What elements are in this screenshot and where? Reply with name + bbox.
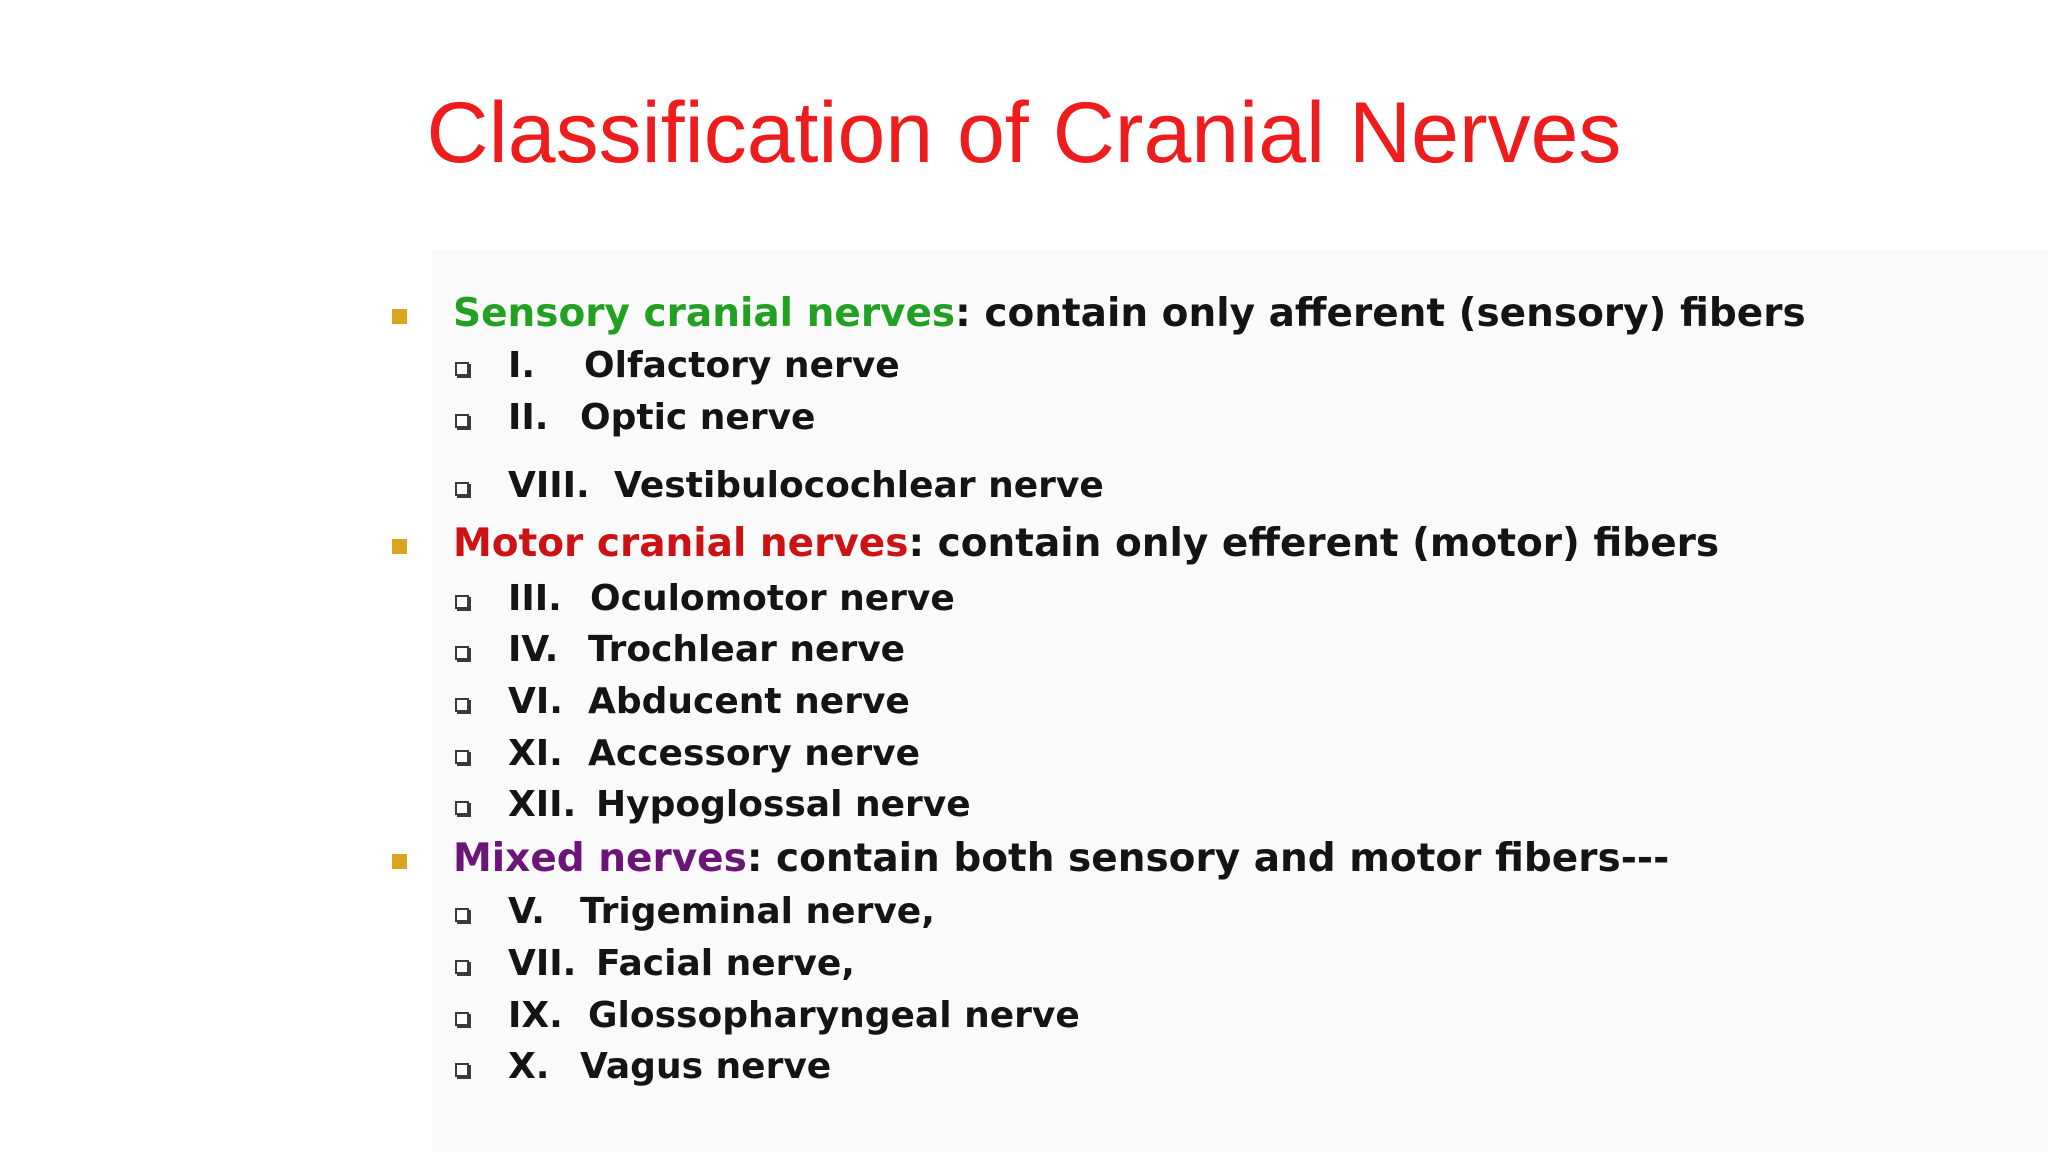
section-description: : contain both sensory and motor fibers--- [746, 836, 1670, 881]
nerve-numeral: III. [508, 578, 562, 619]
nerve-numeral: IX. [508, 995, 563, 1036]
hollow-square-bullet-icon [455, 908, 469, 922]
nerve-name: Olfactory nerve [584, 345, 900, 386]
nerve-numeral: XII. [508, 784, 577, 825]
hollow-square-bullet-icon [455, 1063, 469, 1077]
section-keyword: Sensory cranial nerves [453, 291, 956, 336]
nerve-name: Trochlear nerve [588, 629, 906, 670]
section-heading [453, 290, 1806, 338]
nerve-name: Hypoglossal nerve [596, 784, 971, 825]
nerve-numeral: VI. [508, 681, 563, 722]
nerve-numeral: VIII. [508, 465, 590, 506]
hollow-square-bullet-icon [455, 595, 469, 609]
hollow-square-bullet-icon [455, 482, 469, 496]
nerve-numeral: X. [508, 1046, 550, 1087]
square-bullet-icon [392, 854, 407, 869]
nerve-numeral: VII. [508, 943, 577, 984]
hollow-square-bullet-icon [455, 801, 469, 815]
slide-title: Classification of Cranial Nerves [426, 85, 1622, 181]
nerve-numeral: V. [508, 891, 545, 932]
nerve-name: Vestibulocochlear nerve [614, 465, 1104, 506]
section-description: : contain only afferent (sensory) fibers [955, 291, 1806, 336]
section-heading [453, 520, 1719, 568]
nerve-name: Vagus nerve [580, 1046, 832, 1087]
hollow-square-bullet-icon [455, 698, 469, 712]
nerve-numeral: I. [508, 345, 536, 386]
hollow-square-bullet-icon [455, 646, 469, 660]
hollow-square-bullet-icon [455, 362, 469, 376]
hollow-square-bullet-icon [455, 750, 469, 764]
section-description: : contain only efferent (motor) fibers [908, 521, 1720, 566]
section-keyword: Motor cranial nerves [453, 521, 909, 566]
hollow-square-bullet-icon [455, 1012, 469, 1026]
square-bullet-icon [392, 539, 407, 554]
hollow-square-bullet-icon [455, 960, 469, 974]
nerve-name: Trigeminal nerve, [580, 891, 935, 932]
square-bullet-icon [392, 309, 407, 324]
nerve-name: Oculomotor nerve [590, 578, 955, 619]
section-keyword: Mixed nerves [453, 836, 747, 881]
nerve-name: Optic nerve [580, 397, 816, 438]
nerve-name: Abducent nerve [588, 681, 910, 722]
nerve-numeral: XI. [508, 733, 563, 774]
nerve-name: Accessory nerve [588, 733, 920, 774]
hollow-square-bullet-icon [455, 414, 469, 428]
nerve-name: Glossopharyngeal nerve [588, 995, 1080, 1036]
nerve-name: Facial nerve, [596, 943, 855, 984]
nerve-numeral: IV. [508, 629, 559, 670]
nerve-numeral: II. [508, 397, 549, 438]
section-heading [453, 835, 1669, 883]
